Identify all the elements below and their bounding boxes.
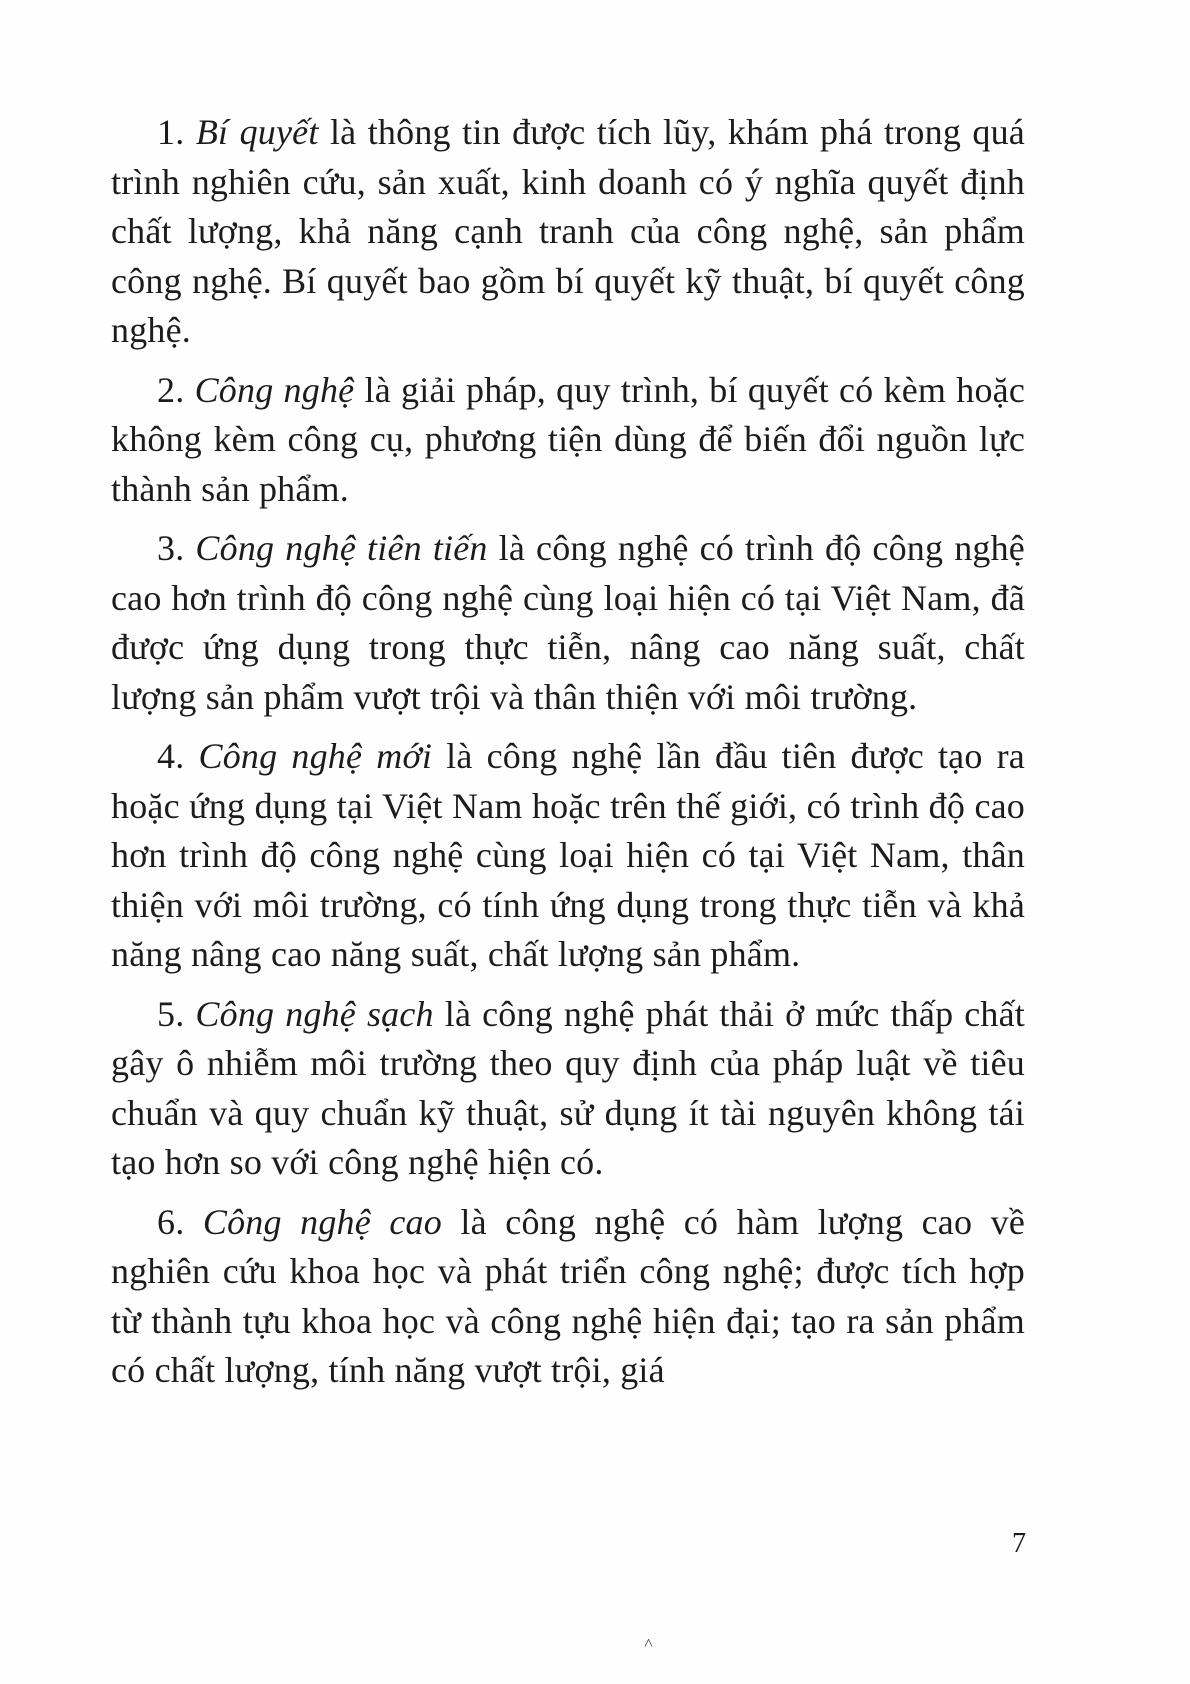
definition-text: là công nghệ phát thải ở mức thấp chất gây ô nhiễm môi trường theo quy định của pháp luật về tiêu chuẩn và quy chuẩn kỹ thuật, sử dụng ít tài nguyên không tái tạo hơn so với công nghệ hiện có. xyxy=(111,993,1026,1182)
definition-text: là công nghệ có hàm lượng cao về nghiên cứu khoa học và phát triển công nghệ; được tích hợp từ thành tựu khoa học và công nghệ hiện đại; tạo ra sản phẩm có chất lượng, tính năng vượt trội, giá xyxy=(111,1201,1026,1390)
defined-term: Công nghệ sạch xyxy=(195,993,434,1034)
body-text xyxy=(111,108,1025,1406)
defined-term: Công nghệ mới xyxy=(198,736,433,776)
item-number: 6. xyxy=(157,1201,185,1242)
item-number: 1. xyxy=(157,112,185,152)
definition-text: là công nghệ có trình độ công nghệ cao hơn trình độ công nghệ cùng loại hiện có tại Việt Nam, đã được ứng dụng trong thực tiễn, nâng cao năng suất, chất lượng sản phẩm vượt trội và thân thiện với môi trường. xyxy=(111,528,1025,717)
bottom-mark: ˄ xyxy=(644,1635,654,1652)
definition-paragraph-6 xyxy=(111,1198,1025,1396)
item-number: 4. xyxy=(157,736,185,776)
defined-term: Công nghệ tiên tiến xyxy=(195,528,488,568)
definition-paragraph-3 xyxy=(111,524,1025,722)
item-number: 3. xyxy=(157,528,185,568)
definition-paragraph-2 xyxy=(111,366,1025,515)
item-number: 5. xyxy=(157,993,185,1034)
definition-text: là thông tin được tích lũy, khám phá trong quá trình nghiên cứu, sản xuất, kinh doanh có ý nghĩa quyết định chất lượng, khả năng cạnh tranh của công nghệ, sản phẩm công nghệ. Bí quyết bao gồm bí quyết kỹ thuật, bí quyết công nghệ. xyxy=(111,112,1025,350)
page-number: 7 xyxy=(1012,1528,1026,1559)
defined-term: Công nghệ cao xyxy=(202,1201,442,1242)
definition-paragraph-1 xyxy=(111,108,1025,356)
definition-paragraph-4 xyxy=(111,732,1025,980)
defined-term: Bí quyết xyxy=(195,112,319,152)
definition-text: là công nghệ lần đầu tiên được tạo ra hoặc ứng dụng tại Việt Nam hoặc trên thế giới, có trình độ cao hơn trình độ công nghệ cùng loại hiện có tại Việt Nam, thân thiện với môi trường, có tính ứng dụng trong thực tiễn và khả năng nâng cao năng suất, chất lượng sản phẩm. xyxy=(111,736,1025,974)
item-number: 2. xyxy=(157,369,185,410)
definition-paragraph-5 xyxy=(111,990,1025,1188)
definition-text: là giải pháp, quy trình, bí quyết có kèm hoặc không kèm công cụ, phương tiện dùng để biến đổi nguồn lực thành sản phẩm. xyxy=(111,369,1025,509)
defined-term: Công nghệ xyxy=(194,369,355,410)
